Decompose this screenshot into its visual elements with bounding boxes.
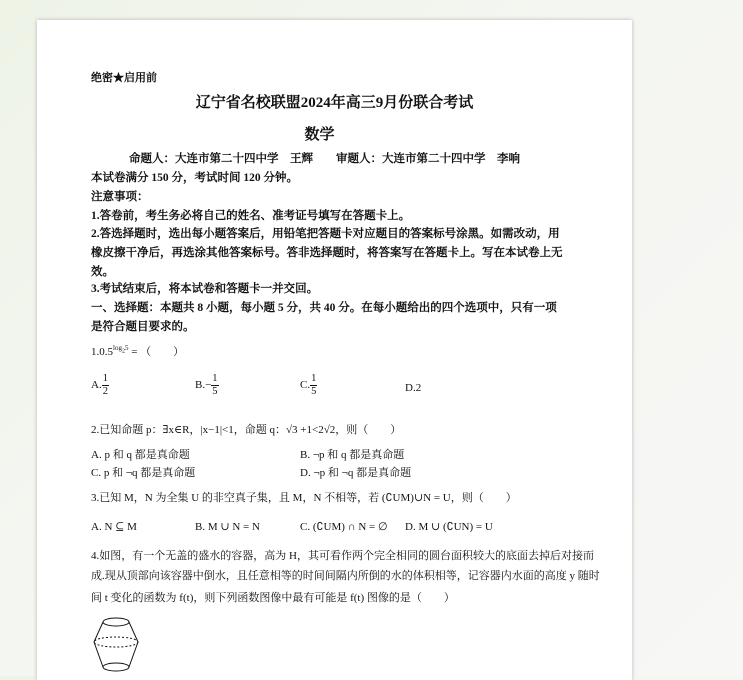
q1-log-base: 2 — [121, 348, 125, 355]
q3-option-d: D. M ∪ (∁UN) = U — [405, 521, 493, 533]
section-1-line-1: 一、选择题：本题共 8 小题，每小题 5 分，共 40 分。在每小题给出的四个选项中，只有一项 — [91, 302, 557, 314]
exam-page — [37, 20, 632, 680]
q2-option-a: A. p 和 q 都是真命题 — [91, 449, 190, 461]
q3-option-b: B. M ∪ N = N — [195, 521, 260, 533]
q1-option-d: D.2 — [405, 382, 422, 394]
question-4-line-1: 4.如图，有一个无盖的盛水的容器，高为 H，其可看作两个完全相同的圆台面积较大的底面去掉后对接而 — [91, 550, 594, 562]
page-title: 辽宁省名校联盟2024年高三9月份联合考试 — [195, 95, 474, 111]
notice-item-2-line-1: 2.答选择题时，选出每小题答案后，用铅笔把答题卡对应题目的答案标号涂黑。如需改动，用 — [91, 228, 560, 240]
authors-line: 命题人：大连市第二十四中学 王辉 审题人：大连市第二十四中学 李响 — [129, 153, 520, 165]
q1-option-c — [300, 373, 317, 398]
q1-option-b — [195, 373, 219, 398]
q2-option-b: B. ¬p 和 q 都是真命题 — [300, 449, 405, 461]
q1-suffix: = （ ） — [128, 346, 185, 358]
q1-log: log — [113, 344, 122, 353]
section-1-line-2: 是符合题目要求的。 — [91, 321, 195, 333]
question-4-line-3: 间 t 变化的函数为 f(t)，则下列函数图像中最有可能是 f(t) 图像的是（ ） — [91, 592, 455, 604]
q1-option-a-fraction — [102, 373, 109, 398]
q2-option-c: C. p 和 ¬q 都是真命题 — [91, 467, 196, 479]
q1-c-den: 5 — [311, 386, 317, 397]
q1-option-c-label: C. — [300, 379, 311, 392]
q1-a-num: 1 — [102, 373, 108, 384]
question-2-stem: 2.已知命题 p：∃x∈R，|x−1|<1，命题 q：√3 +1<2√2，则（ ） — [91, 424, 402, 436]
q1-option-a — [91, 373, 109, 398]
question-1-stem — [91, 343, 184, 359]
question-4-line-2: 成.现从顶部向该容器中倒水，且任意相等的时间间隔内所倒的水的体积相等，记容器内水面的高度 y 随时 — [91, 570, 600, 582]
q1-option-b-label: B.− — [195, 379, 212, 392]
notice-title: 注意事项： — [91, 191, 149, 203]
score-time-text: 本试卷满分 150 分，考试时间 120 分钟。 — [91, 172, 298, 184]
q2-option-d: D. ¬p 和 ¬q 都是真命题 — [300, 467, 412, 479]
q1-option-c-fraction — [310, 373, 317, 398]
notice-item-2-line-3: 效。 — [91, 266, 114, 278]
q1-a-den: 2 — [102, 386, 108, 397]
q1-b-num: 1 — [212, 373, 218, 384]
q3-option-c: C. (∁UM) ∩ N = ∅ — [300, 521, 388, 533]
q1-log-arg: 5 — [124, 344, 129, 353]
notice-item-1: 1.答卷前，考生务必将自己的姓名、准考证号填写在答题卡上。 — [91, 210, 411, 222]
question-3-stem: 3.已知 M，N 为全集 U 的非空真子集，且 M，N 不相等，若 (∁UM)∪N = U，则（ ） — [91, 492, 517, 504]
q3-option-a: A. N ⊆ M — [91, 521, 137, 533]
q1-option-a-label: A. — [91, 379, 102, 392]
notice-item-2-line-2: 橡皮擦干净后，再选涂其他答案标号。答非选择题时，将答案写在答题卡上。写在本试卷上无 — [91, 247, 563, 259]
subject-title: 数学 — [304, 127, 335, 143]
container-figure — [91, 615, 141, 677]
q1-prefix: 1.0.5 — [91, 346, 113, 358]
notice-item-3: 3.考试结束后，将本试卷和答题卡一并交回。 — [91, 283, 319, 295]
q1-c-num: 1 — [311, 373, 317, 384]
confidential-label: 绝密★启用前 — [91, 72, 157, 84]
q1-option-b-fraction — [211, 373, 218, 398]
q1-b-den: 5 — [212, 386, 218, 397]
